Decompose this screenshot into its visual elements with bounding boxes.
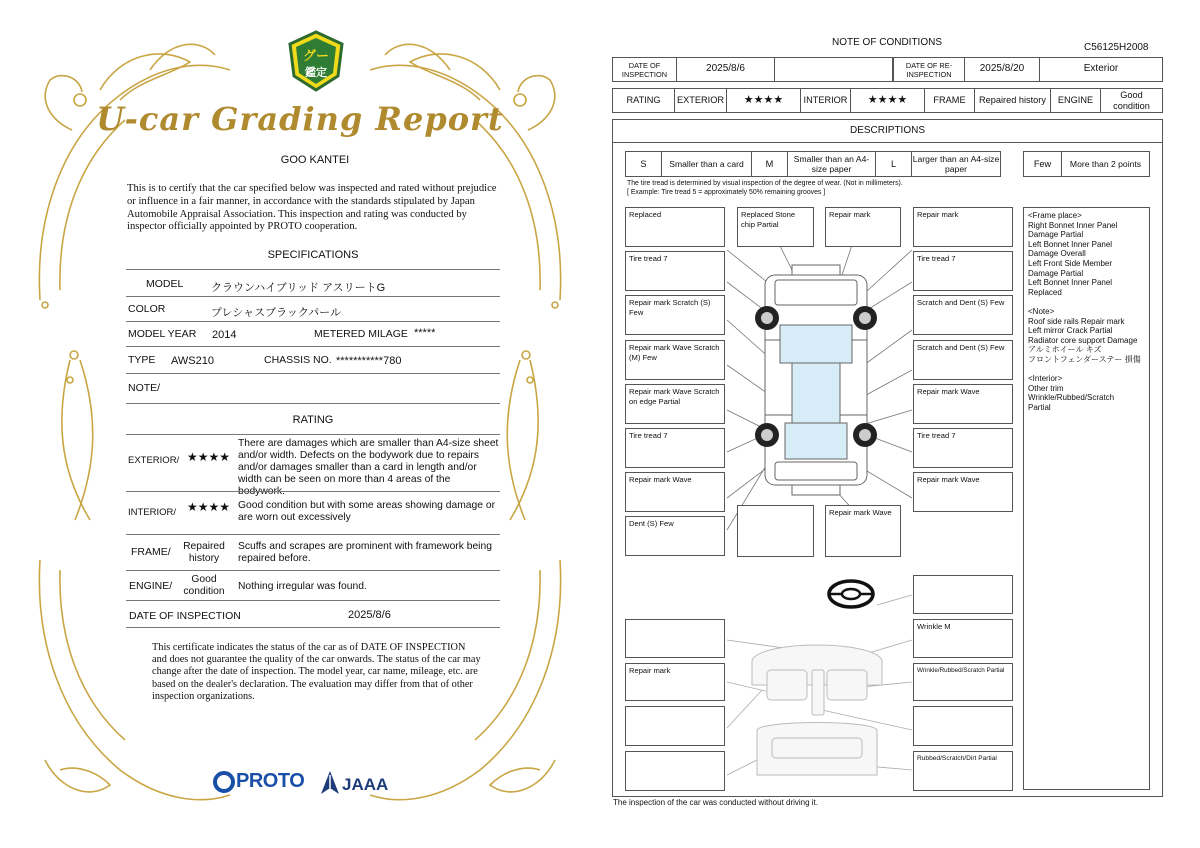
interior-stars: ★★★★ <box>851 89 925 112</box>
model-year-value: 2014 <box>212 329 237 341</box>
frame-place-item: <Frame place> <box>1028 211 1082 220</box>
jaaa-logo: JAAA <box>342 775 389 794</box>
note-box-right-3: Scratch and Dent (S) Few <box>913 295 1013 335</box>
engine-label: ENGINE/ <box>129 580 173 592</box>
reinspection-value: 2025/8/20 <box>965 58 1040 81</box>
frame-value: Repaired history <box>183 541 225 564</box>
legend-few-desc: More than 2 points <box>1069 158 1142 169</box>
divider <box>126 534 500 535</box>
interior-box-left-4 <box>625 751 725 791</box>
proto-logo: PROTO <box>236 770 305 792</box>
date-inspection-label: DATE OF INSPECTION <box>613 58 677 81</box>
note-box-left-5: Repair mark Wave Scratch on edge Partial <box>625 384 725 424</box>
date-inspection-value: 2025/8/6 <box>677 58 775 81</box>
divider <box>126 627 500 628</box>
frame-place-item: Wrinkle/Rubbed/Scratch <box>1028 393 1115 403</box>
interior-stars: ★★★★ <box>187 500 231 514</box>
metered-mileage-label: METERED MILAGE <box>314 328 408 340</box>
interior-description: Good condition but with some areas showing damage or are worn out excessively <box>238 500 495 523</box>
interior-box-left-2: Repair mark <box>625 663 725 701</box>
note-box-top-3: Repair mark <box>825 207 901 247</box>
legend-m: M <box>752 152 788 176</box>
jaaa-logo-icon <box>320 770 340 796</box>
frame-place-item: Left Bonnet Inner Panel <box>1028 239 1113 249</box>
exterior-stars: ★★★★ <box>187 450 231 464</box>
divider <box>126 321 500 322</box>
descriptions-heading: DESCRIPTIONS <box>612 119 1163 143</box>
frame-place-item: Replaced <box>1028 287 1062 297</box>
inspection-footer-note: The inspection of the car was conducted without driving it. <box>613 798 818 807</box>
legend-m-desc: Smaller than an A4-size paper <box>788 152 876 176</box>
frame-place-item: フロントフェンダーステー 損傷 <box>1028 354 1141 364</box>
tire-note: The tire tread is determined by visual inspection of the degree of wear. (Not in millimeters). <box>627 180 903 187</box>
metered-mileage-value: ***** <box>414 327 436 339</box>
note-box-right-5: Repair mark Wave <box>913 384 1013 424</box>
interior-label: INTERIOR <box>801 89 851 112</box>
divider <box>126 296 500 297</box>
note-box-left-8: Dent (S) Few <box>625 516 725 556</box>
legend-s-desc: Smaller than a card <box>662 152 752 176</box>
frame-description: Scuffs and scrapes are prominent with framework being repaired before. <box>238 541 492 564</box>
interior-box-right-2: Wrinkle M <box>913 619 1013 658</box>
interior-box-right-1 <box>913 575 1013 614</box>
certificate-subtitle: GOO KANTEI <box>280 154 350 166</box>
note-box-left-2: Tire tread 7 <box>625 251 725 291</box>
engine-value: Good condition <box>183 574 225 597</box>
frame-place-item: <Interior> <box>1028 374 1063 384</box>
color-value: プレシャスブラックパール <box>211 307 341 319</box>
goo-kantei-badge-icon <box>286 30 346 92</box>
rating-row <box>612 88 1163 113</box>
chassis-value: ***********780 <box>336 355 402 367</box>
frame-place-items <box>1028 211 1145 412</box>
frame-place-item: Partial <box>1028 402 1051 412</box>
divider <box>126 346 500 347</box>
divider <box>126 373 500 374</box>
divider <box>126 403 500 404</box>
frame-place-item: Damage Partial <box>1028 230 1084 240</box>
note-box-left-7: Repair mark Wave <box>625 472 725 512</box>
frame-place-item: Other trim <box>1028 383 1064 393</box>
legend-l: L <box>876 152 912 176</box>
frame-place-list <box>1023 207 1150 790</box>
frame-place-item: Damage Partial <box>1028 268 1084 278</box>
frame-place-item: Left Front Side Member <box>1028 258 1113 268</box>
date-row <box>612 57 1163 82</box>
empty-cell <box>775 58 893 81</box>
interior-label: INTERIOR/ <box>128 507 177 518</box>
model-year-label: MODEL YEAR <box>128 328 197 340</box>
frame-place-item: Radiator core support Damage <box>1028 335 1138 345</box>
proto-logo-icon <box>213 771 235 793</box>
date-of-inspection-value: 2025/8/6 <box>348 609 391 621</box>
note-box-left-3: Repair mark Scratch (S) Few <box>625 295 725 335</box>
engine-label: ENGINE <box>1051 89 1101 112</box>
divider <box>126 491 500 492</box>
note-box-right-6: Tire tread 7 <box>913 428 1013 468</box>
frame-place-item: Left mirror Crack Partial <box>1028 326 1113 336</box>
frame-place-item: アルミホイール キズ <box>1028 345 1102 355</box>
specifications-heading: SPECIFICATIONS <box>267 249 359 261</box>
exterior-word: Exterior <box>1083 63 1119 75</box>
frame-place-item <box>1028 365 1145 375</box>
date-of-inspection-label: DATE OF INSPECTION <box>129 610 241 622</box>
frame-place-item: Damage Overall <box>1028 249 1086 259</box>
svg-text:グー: グー <box>302 49 330 64</box>
few-legend <box>1023 151 1150 177</box>
frame-label: FRAME/ <box>131 546 171 558</box>
note-box-right-2: Tire tread 7 <box>913 251 1013 291</box>
report-code: C56125H2008 <box>1084 42 1149 53</box>
interior-box-left-3 <box>625 706 725 746</box>
exterior-label: EXTERIOR <box>675 89 727 112</box>
note-box-right-1: Repair mark <box>913 207 1013 247</box>
exterior-description: There are damages which are smaller than A4-size sheet and/or width. Defects on the bodywork due to repairs and/or damages smaller than a card in length and/or width can be seen on more than 4 areas of the bodywork. <box>238 438 499 497</box>
frame-place-item: Left Bonnet Inner Panel <box>1028 278 1113 288</box>
divider <box>126 570 500 571</box>
type-label: TYPE <box>128 354 156 366</box>
divider <box>126 434 500 435</box>
frame-place-item <box>1028 297 1145 307</box>
tire-example: [ Example: Tire tread 5 = approximately 50% remaining grooves ] <box>627 189 826 196</box>
certificate-title: U-car Grading Report <box>96 100 504 138</box>
frame-value: Repaired history <box>975 89 1051 112</box>
note-box-left-6: Tire tread 7 <box>625 428 725 468</box>
interior-box-right-4 <box>913 706 1013 746</box>
exterior-stars: ★★★★ <box>727 89 801 112</box>
engine-value: Good condition <box>1113 90 1150 111</box>
svg-text:鑑定: 鑑定 <box>305 66 327 79</box>
chassis-label: CHASSIS NO. <box>264 354 332 366</box>
rating-label: RATING <box>613 89 675 112</box>
note-box-right-7: Repair mark Wave <box>913 472 1013 512</box>
interior-box-right-3: Wrinkle/Rubbed/Scratch Partial <box>913 663 1013 701</box>
exterior-label: EXTERIOR/ <box>128 455 180 466</box>
note-label: NOTE/ <box>128 382 161 394</box>
divider <box>126 269 500 270</box>
note-box-bottom-3: Repair mark Wave <box>825 505 901 557</box>
rating-heading: RATING <box>292 414 334 426</box>
color-label: COLOR <box>128 303 166 315</box>
interior-box-left-1 <box>625 619 725 658</box>
model-label: MODEL <box>146 278 184 290</box>
legend-few: Few <box>1024 152 1062 176</box>
interior-box-right-5: Rubbed/Scratch/Dirt Partial <box>913 751 1013 791</box>
conditions-heading: NOTE OF CONDITIONS <box>832 37 942 48</box>
note-box-bottom-2 <box>737 505 814 557</box>
divider <box>126 600 500 601</box>
frame-label: FRAME <box>925 89 975 112</box>
model-value: クラウンハイブリッド アスリートG <box>211 282 386 294</box>
type-value: AWS210 <box>171 355 215 367</box>
legend-l-desc: Larger than an A4-size paper <box>912 153 1000 174</box>
frame-place-item: Roof side rails Repair mark <box>1028 316 1125 326</box>
note-box-top-2: Replaced Stone chip Partial <box>737 207 814 247</box>
note-box-left-4: Repair mark Wave Scratch (M) Few <box>625 340 725 380</box>
frame-place-item: Right Bonnet Inner Panel <box>1028 220 1118 230</box>
reinspection-label: DATE OF RE-INSPECTION <box>893 58 965 81</box>
size-legend <box>625 151 1001 177</box>
certificate-intro: This is to certify that the car specified below was inspected and rated without prejudice or influence in a fair manner, in accordance with the standards stipulated by Japan Automobile Appraisal Association. This inspection and rating was conducted by inspector officially appointed by PROTO cooperation. <box>127 183 497 233</box>
legend-s: S <box>626 152 662 176</box>
note-box-right-4: Scratch and Dent (S) Few <box>913 340 1013 380</box>
engine-description: Nothing irregular was found. <box>238 581 367 592</box>
note-box-left-1: Replaced <box>625 207 725 247</box>
frame-place-item: <Note> <box>1028 306 1055 316</box>
certificate-footer: This certificate indicates the status of the car as of DATE OF INSPECTION and does not guarantee the quality of the car onwards. The status of the car may change after the date of inspection. The model year, car name, mileage, etc. are based on the dealer's declaration. The evaluation may differ from that of other inspection organizations. <box>152 642 481 702</box>
